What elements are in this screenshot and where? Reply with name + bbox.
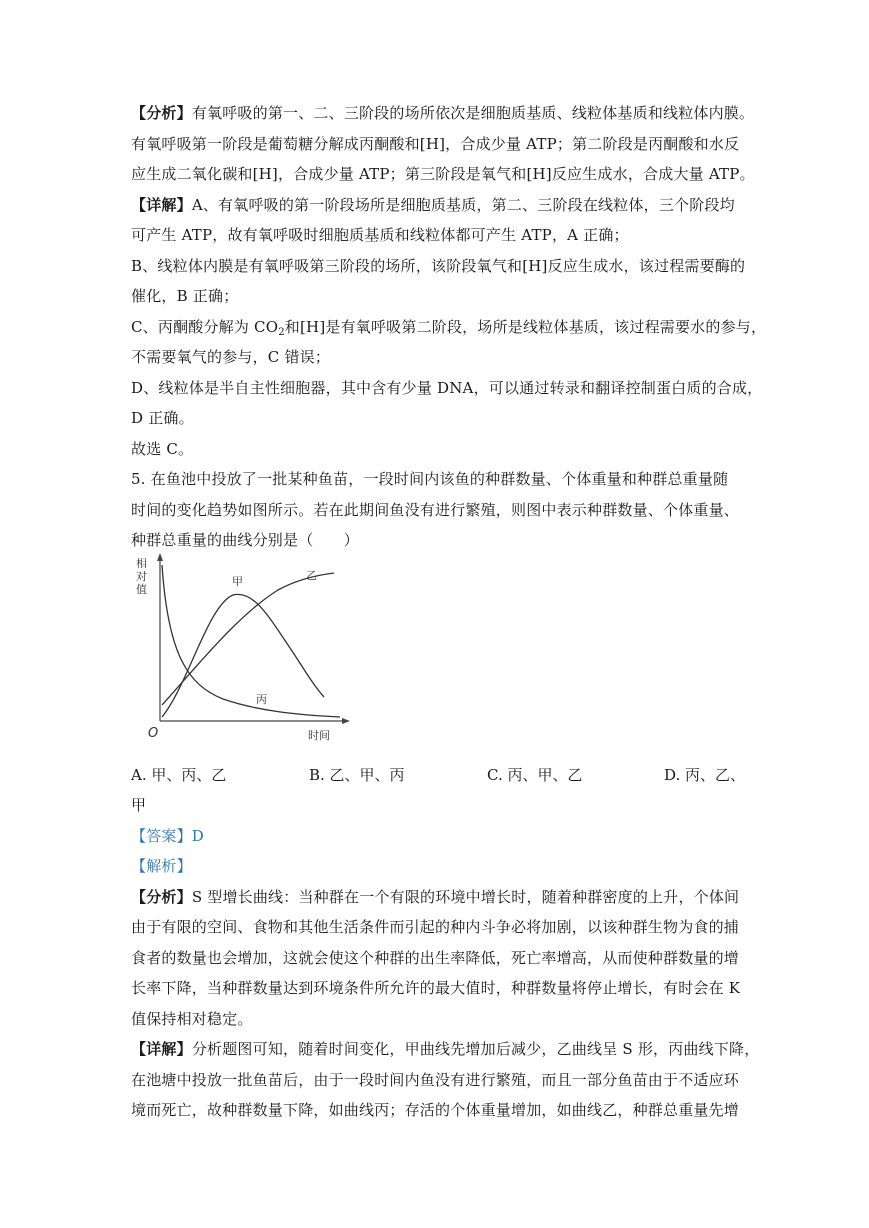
option-d-continued: 甲 [131, 796, 147, 814]
curve-jia-label: 甲 [232, 575, 243, 588]
y-axis-label [136, 556, 147, 596]
answer-line: 【答案】D [131, 827, 205, 845]
figure-svg [128, 545, 360, 745]
curve-yi [162, 573, 334, 705]
analysis-line-2: 有氧呼吸第一阶段是葡萄糖分解成丙酮酸和[H]，合成少量 ATP；第二阶段是丙酮酸和水反 [131, 135, 740, 153]
curve-jia [162, 594, 324, 717]
analysis2-line-4: 长率下降，当种群数量达到环境条件所允许的最大值时，种群数量将停止增长，有时会在 K [131, 979, 741, 997]
analysis2-line-5: 值保持相对稳定。 [131, 1010, 253, 1028]
analysis-line-3: 应生成二氧化碳和[H]，合成少量 ATP；第三阶段是氧气和[H]反应生成水，合成大量 ATP。 [131, 165, 755, 183]
detail-line-c2: 不需要氧气的参与，C 错误； [131, 348, 331, 366]
y-axis-label-char: 相 [136, 557, 147, 570]
detail-line-b2: 催化，B 正确； [131, 287, 239, 305]
curve-yi-label: 乙 [306, 569, 317, 582]
option-c: C. 丙、甲、乙 [487, 766, 583, 784]
conclusion-line: 故选 C。 [131, 440, 194, 458]
analysis2-line-1: 【分析】S 型增长曲线：当种群在一个有限的环境中增长时，随着种群密度的上升，个体间 [131, 888, 740, 906]
detail-line-a1: 【详解】A、有氧呼吸的第一阶段场所是细胞质基质，第二、三阶段在线粒体，三个阶段均 [131, 196, 735, 214]
y-axis-label-char: 值 [136, 583, 147, 596]
question-5-line-1: 5. 在鱼池中投放了一批某种鱼苗，一段时间内该鱼的种群数量、个体重量和种群总重量随 [131, 470, 729, 488]
x-axis-arrow-icon [342, 718, 350, 724]
origin-label: O [148, 726, 159, 741]
detail-line-d1: D、线粒体是半自主性细胞器，其中含有少量 DNA，可以通过转录和翻译控制蛋白质的合成， [131, 379, 763, 397]
option-d: D. 丙、乙、 [664, 766, 746, 784]
detail-line-a2: 可产生 ATP，故有氧呼吸时细胞质基质和线粒体都可产生 ATP，A 正确； [131, 226, 629, 244]
detail2-line-2: 在池塘中投放一批鱼苗后，由于一段时间内鱼没有进行繁殖，而且一部分鱼苗由于不适应环 [131, 1071, 740, 1089]
population-curve-figure [128, 545, 360, 745]
question-5-line-3: 种群总重量的曲线分别是（ ） [131, 531, 360, 549]
question-5-line-2: 时间的变化趋势如图所示。若在此期间鱼没有进行繁殖，则图中表示种群数量、个体重量、 [131, 501, 740, 519]
detail2-line-1: 【详解】分析题图可知，随着时间变化，甲曲线先增加后减少，乙曲线呈 S 形，丙曲线下降， [131, 1040, 760, 1058]
y-axis-arrow-icon [157, 553, 163, 561]
curve-bing [162, 565, 340, 717]
curve-bing-label: 丙 [256, 693, 267, 706]
explanation-heading: 【解析】 [131, 857, 192, 875]
x-axis-label: 时间 [308, 729, 330, 742]
analysis2-line-2: 由于有限的空间、食物和其他生活条件而引起的种内斗争必将加剧，以该种群生物为食的捕 [131, 918, 740, 936]
detail-line-c1: C、丙酮酸分解为 $CO_2$和[H]是有氧呼吸第二阶段，场所是线粒体基质，该过程需要水的参与， [131, 318, 767, 338]
analysis2-line-3: 食者的数量也会增加，这就会使这个种群的出生率降低，死亡率增高，从而使种群数量的增 [131, 949, 740, 967]
detail-line-b1: B、线粒体内膜是有氧呼吸第三阶段的场所，该阶段氧气和[H]反应生成水，该过程需要酶的 [131, 257, 746, 275]
detail-line-d2: D 正确。 [131, 409, 194, 427]
y-axis-label-char: 对 [136, 570, 147, 583]
option-a: A. 甲、丙、乙 [131, 766, 227, 784]
analysis-line-1: 【分析】有氧呼吸的第一、二、三阶段的场所依次是细胞质基质、线粒体基质和线粒体内膜。 [131, 104, 755, 122]
option-b: B. 乙、甲、丙 [309, 766, 405, 784]
detail2-line-3: 境而死亡，故种群数量下降，如曲线丙；存活的个体重量增加，如曲线乙，种群总重量先增 [131, 1101, 740, 1119]
